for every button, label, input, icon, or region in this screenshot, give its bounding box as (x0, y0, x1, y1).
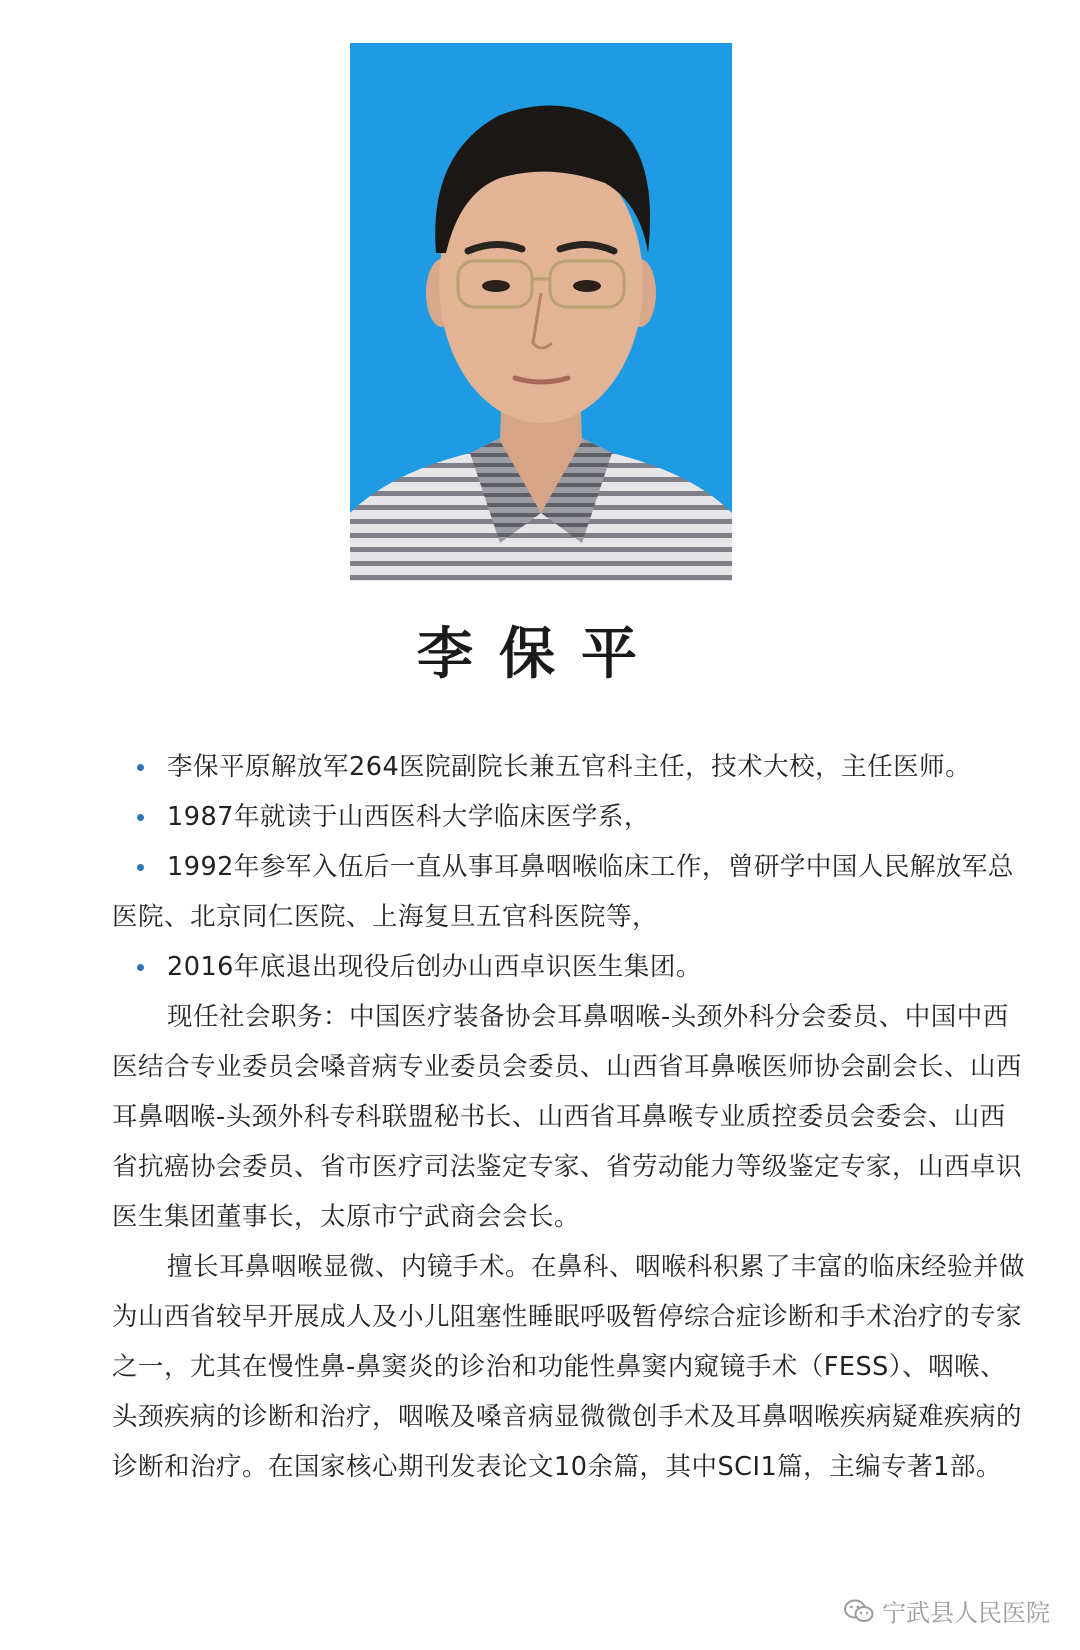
bullet-text: 2016年底退出现役后创办山西卓识医生集团。 (167, 952, 702, 982)
bullet-icon (137, 964, 144, 971)
bullet-text: 1987年就读于山西医科大学临床医学系， (167, 802, 650, 832)
portrait-photo (350, 43, 732, 581)
bullet-text: 李保平原解放军264医院副院长兼五官科主任，技术大校，主任医师。 (167, 752, 972, 782)
watermark (844, 1593, 1050, 1628)
bullet-text: 1992年参军入伍后一直从事耳鼻咽喉临床工作，曾研学中国人民解放军总医院、北京同仁医院、上海复旦五官科医院等， (112, 852, 1014, 932)
expertise-paragraph: 擅长耳鼻咽喉显微、内镜手术。在鼻科、咽喉科积累了丰富的临床经验并做为山西省较早开展成人及小儿阻塞性睡眠呼吸暂停综合症诊断和手术治疗的专家之一，尤其在慢性鼻-鼻窦炎的诊治和功能性鼻窦内窥镜手术（FESS）、咽喉、头颈疾病的诊断和治疗，咽喉及嗓音病显微微创手术及耳鼻咽喉疾病疑难疾病的诊断和治疗。在国家核心期刊发表论文10余篇，其中SCI1篇，主编专著1部。 (112, 1252, 1026, 1482)
bullet-icon (137, 814, 144, 821)
bullet-icon (137, 864, 144, 871)
doctor-name: 李保平 (417, 621, 663, 687)
bullet-item (112, 842, 1030, 942)
bullet-item (112, 792, 1030, 842)
social-positions-paragraph: 现任社会职务：中国医疗装备协会耳鼻咽喉-头颈外科分会委员、中国中西医结合专业委员会嗓音病专业委员会委员、山西省耳鼻喉医师协会副会长、山西耳鼻咽喉-头颈外科专科联盟秘书长、山西省耳鼻喉专业质控委员会委会、山西省抗癌协会委员、省市医疗司法鉴定专家、省劳动能力等级鉴定专家，山西卓识医生集团董事长，太原市宁武商会会长。 (112, 1002, 1023, 1232)
watermark-text: 宁武县人民医院 (882, 1599, 1050, 1627)
bullet-item (112, 742, 1030, 792)
bullet-icon (137, 764, 144, 771)
bullet-item (112, 942, 1030, 992)
portrait-illustration (350, 43, 732, 581)
biography (112, 742, 1030, 1492)
wechat-icon (844, 1598, 874, 1624)
